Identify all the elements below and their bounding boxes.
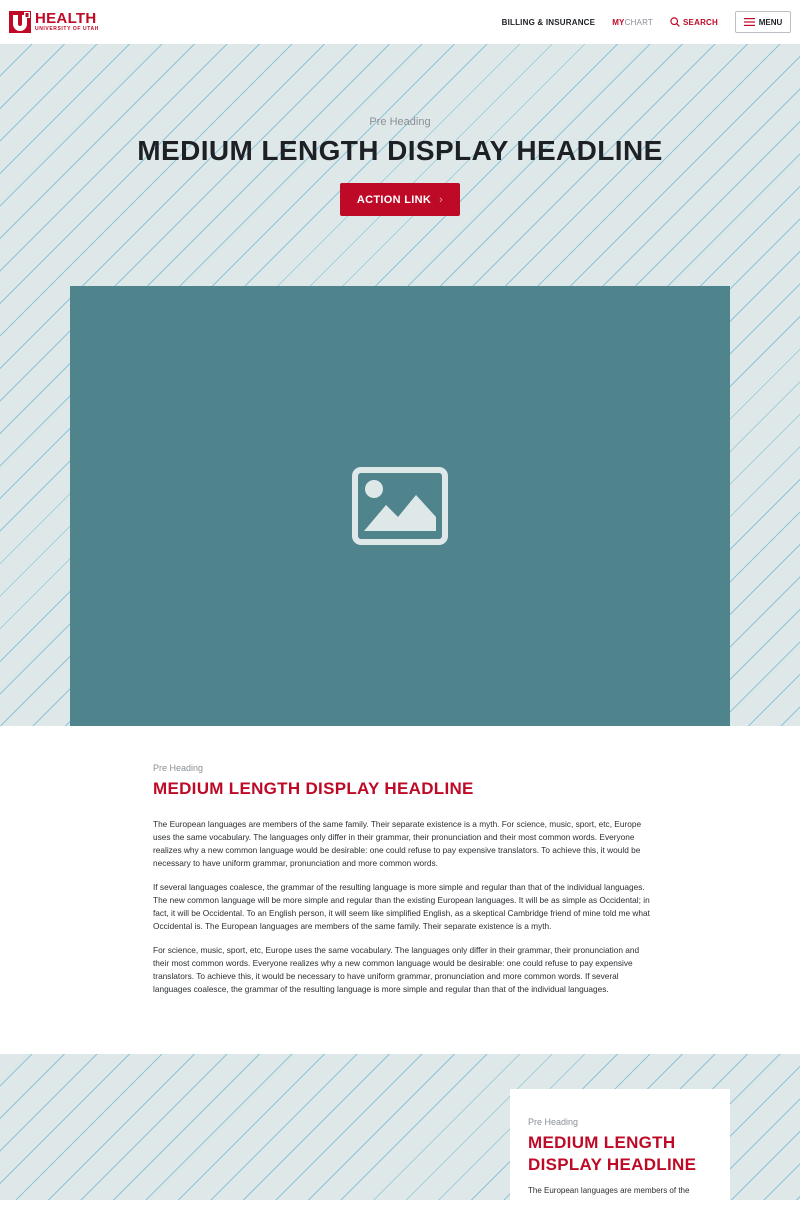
card-headline: MEDIUM LENGTH DISPLAY HEADLINE (528, 1133, 697, 1174)
nav-mychart[interactable] (612, 18, 653, 27)
section-pre-heading: Pre Heading (153, 763, 204, 773)
mychart-prefix: MY (612, 17, 625, 27)
nav-search[interactable] (670, 17, 718, 27)
chevron-right-icon: › (439, 193, 444, 206)
search-icon (670, 17, 680, 27)
search-label: SEARCH (683, 17, 718, 27)
section-body (153, 818, 650, 1007)
hero-pre-heading: Pre Heading (369, 116, 431, 128)
image-placeholder-icon (352, 467, 448, 545)
card-body-text: The European languages are members of the (528, 1186, 690, 1195)
body-paragraph: The European languages are members of the same family. Their separate existence is a myth. For science, music, sport, etc, Europe uses the same vocabulary. The languages only differ in their grammar, their pronunciation and their most common words. Everyone realizes why a new common language would be desirable: one could refuse to pay expensive translators. To achieve this, it would be necessary to have uniform grammar, pronunciation and more common words. (153, 819, 642, 868)
logo-university-text: UNIVERSITY OF UTAH (35, 26, 99, 32)
feature-card (510, 1089, 730, 1229)
body-paragraph: If several languages coalesce, the grammar of the resulting language is more simple and regular than that of the individual languages. The new common language will be more simple and regular than the existing European languages. It will be as simple as Occidental; in fact, it will be Occidental. To an English person, it will seem like simplified English, as a skeptical Cambridge friend of mine told me what Occidental is. The European languages are members of the same family. Their separate existence is a myth. (153, 882, 650, 931)
logo[interactable] (9, 11, 99, 33)
hamburger-icon (744, 18, 755, 26)
logo-health-text: HEALTH (35, 10, 97, 27)
menu-button[interactable] (735, 11, 791, 33)
action-link-button[interactable] (340, 183, 460, 216)
university-of-utah-logo-icon (9, 11, 31, 33)
site-header (0, 0, 800, 44)
mychart-suffix: CHART (624, 17, 654, 27)
menu-label: MENU (758, 17, 783, 27)
nav-billing-insurance[interactable]: BILLING & INSURANCE (501, 17, 596, 27)
text-section (0, 726, 800, 1054)
feature-section (0, 1054, 800, 1200)
action-link-label: ACTION LINK (356, 193, 432, 206)
top-nav (485, 0, 791, 44)
hero-section (0, 44, 800, 726)
hero-headline: MEDIUM LENGTH DISPLAY HEADLINE (137, 135, 663, 166)
hero-image-placeholder (70, 286, 730, 726)
body-paragraph: For science, music, sport, etc, Europe uses the same vocabulary. The languages only differ in their grammar, their pronunciation and their most common words. Everyone realizes why a new common language would be desirable: one could refuse to pay expensive translators. To achieve this, it would be necessary to have uniform grammar, pronunciation and more common words. If several languages coalesce, the grammar of the resulting language is more simple and regular than that of the individual languages. (153, 945, 640, 994)
section-headline: MEDIUM LENGTH DISPLAY HEADLINE (153, 779, 474, 798)
card-pre-heading: Pre Heading (528, 1117, 579, 1127)
